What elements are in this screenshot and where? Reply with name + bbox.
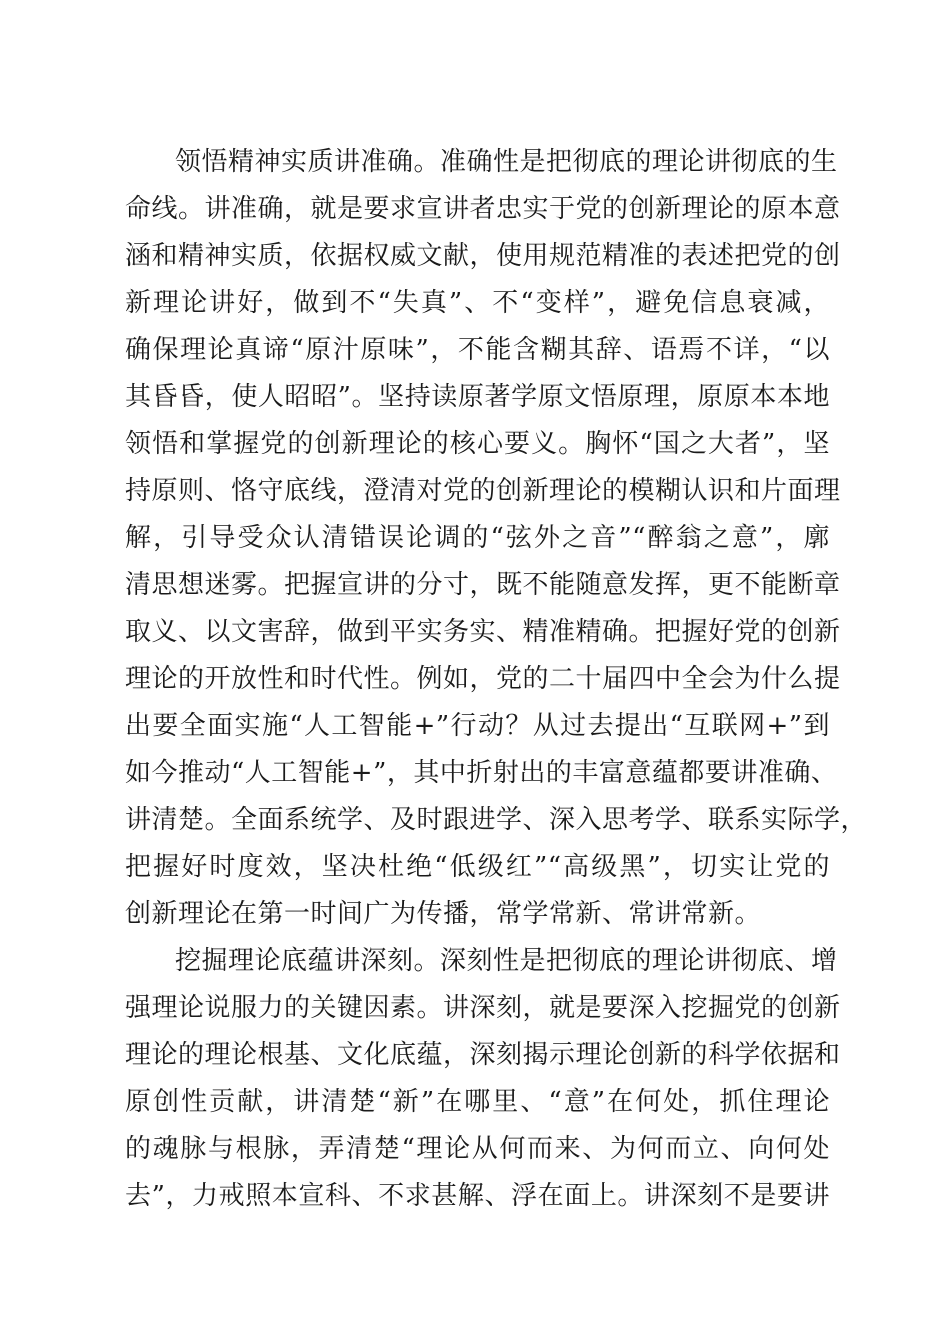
paragraph-1-line-15: 讲清楚。全面系统学、及时跟进学、深入思考学、联系实际学， — [125, 805, 868, 835]
paragraph-1-line-8: 持原则、恪守底线，澄清对党的创新理论的模糊认识和片面理 — [125, 476, 841, 506]
paragraph-1-line-3: 涵和精神实质，依据权威文献，使用规范精准的表述把党的创 — [125, 241, 841, 271]
paragraph-1-line-1: 领悟精神实质讲准确。准确性是把彻底的理论讲彻底的生 — [175, 147, 838, 177]
paragraph-2-line-3: 理论的理论根基、文化底蕴，深刻揭示理论创新的科学依据和 — [125, 1040, 841, 1070]
paragraph-1-line-7: 领悟和掌握党的创新理论的核心要义。胸怀“国之大者”，坚 — [125, 429, 830, 459]
paragraph-1-line-9: 解，引导受众认清错误论调的“弦外之音”“醉翁之意”，廓 — [125, 523, 830, 553]
paragraph-1-line-6: 其昏昏，使人昭昭”。坚持读原著学原文悟原理，原原本本地 — [125, 382, 830, 412]
paragraph-1-line-14: 如今推动“人工智能+”，其中折射出的丰富意蕴都要讲准确、 — [125, 758, 838, 788]
paragraph-1-line-4: 新理论讲好，做到不“失真”、不“变样”，避免信息衰减， — [125, 288, 830, 318]
paragraph-1-line-10: 清思想迷雾。把握宣讲的分寸，既不能随意发挥，更不能断章 — [125, 570, 841, 600]
paragraph-2-line-1: 挖掘理论底蕴讲深刻。深刻性是把彻底的理论讲彻底、增 — [175, 946, 838, 976]
paragraph-1-line-5: 确保理论真谛“原汁原味”，不能含糊其辞、语焉不详，“以 — [125, 335, 830, 365]
paragraph-1-line-13: 出要全面实施“人工智能+”行动？从过去提出“互联网+”到 — [125, 711, 830, 741]
paragraph-1-line-17: 创新理论在第一时间广为传播，常学常新、常讲常新。 — [125, 899, 762, 929]
paragraph-2-line-2: 强理论说服力的关键因素。讲深刻，就是要深入挖掘党的创新 — [125, 993, 841, 1023]
paragraph-2-line-5: 的魂脉与根脉，弄清楚“理论从何而来、为何而立、向何处 — [125, 1134, 830, 1164]
paragraph-2-line-6: 去”，力戒照本宣科、不求甚解、浮在面上。讲深刻不是要讲 — [125, 1181, 830, 1211]
paragraph-1-line-11: 取义、以文害辞，做到平实务实、精准精确。把握好党的创新 — [125, 617, 841, 647]
paragraph-2-line-4: 原创性贡献，讲清楚“新”在哪里、“意”在何处，抓住理论 — [125, 1087, 830, 1117]
paragraph-1-line-2: 命线。讲准确，就是要求宣讲者忠实于党的创新理论的原本意 — [125, 194, 841, 224]
paragraph-1-line-16: 把握好时度效，坚决杜绝“低级红”“高级黑”，切实让党的 — [125, 852, 830, 882]
paragraph-1-line-12: 理论的开放性和时代性。例如，党的二十届四中全会为什么提 — [125, 664, 841, 694]
